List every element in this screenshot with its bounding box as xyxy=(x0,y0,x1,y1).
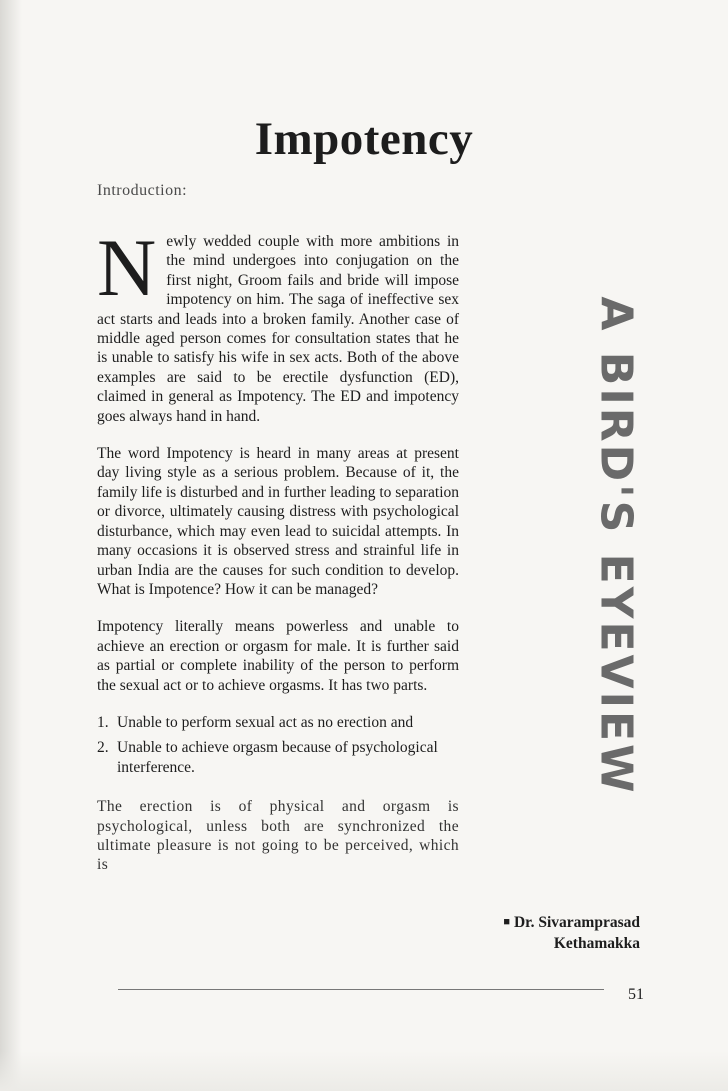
article-body xyxy=(97,222,459,893)
footer-rule xyxy=(118,989,604,990)
paragraph-4: The erection is of physical and orgasm is psychological, unless both are synchronized the ultimate pleasure is not going to be perceived, which is xyxy=(97,798,459,874)
list-text: Unable to achieve orgasm because of psychological interference. xyxy=(117,739,438,776)
page-title: Impotency xyxy=(254,113,474,165)
page-number: 51 xyxy=(628,986,644,1003)
list-number: 2. xyxy=(97,739,109,757)
list-number: 1. xyxy=(97,713,109,731)
intro-heading: Introduction: xyxy=(97,182,188,199)
side-title-column xyxy=(590,208,642,884)
author-line-1 xyxy=(486,912,640,933)
numbered-list xyxy=(97,713,459,777)
paragraph-3: Impotency literally means powerless and unable to achieve an erection or orgasm for male. It is further said as partial or complete inability of the person to perform the sexual act or to achieve orgasms. It has two parts. xyxy=(97,618,459,694)
list-text: Unable to perform sexual act as no erection and xyxy=(117,713,414,731)
side-title: A BIRD'S EYEVIEW xyxy=(590,296,642,796)
author-name: Dr. Sivaramprasad xyxy=(513,914,640,931)
author-credit xyxy=(486,912,640,954)
paragraph-2: The word Impotency is heard in many areas at present day living style as a serious problem. Because of it, the family life is disturbed and in further leading to separation or divorce, ultimately causing distress with psychological disturbance, which may even lead to suicidal attempts. In many occasions it is observed stress and strainful life in urban India are the causes for such condition to develop. What is Impotence? How it can be managed? xyxy=(97,445,459,598)
list-item xyxy=(97,738,459,777)
page-bottom-shadow xyxy=(0,1051,728,1091)
bullet-icon: ■ xyxy=(503,916,510,928)
list-item xyxy=(97,713,459,732)
paragraph-1 xyxy=(97,222,459,426)
paragraph-1-text: ewly wedded couple with more ambitions in the mind undergoes into conjugation on the first night, Groom fails and bride will impose impotency on him. The saga of ineffective sex act starts and leads into a broken family. Another case of middle aged person comes for consultation states that he is unable to satisfy his wife in sex acts. Both of the above examples are said to be erectile dysfunction (ED), claimed in general as Impotency. The ED and impotency goes always hand in hand. xyxy=(97,233,459,425)
author-line-2: Kethamakka xyxy=(553,935,640,952)
drop-cap: N xyxy=(97,222,157,313)
